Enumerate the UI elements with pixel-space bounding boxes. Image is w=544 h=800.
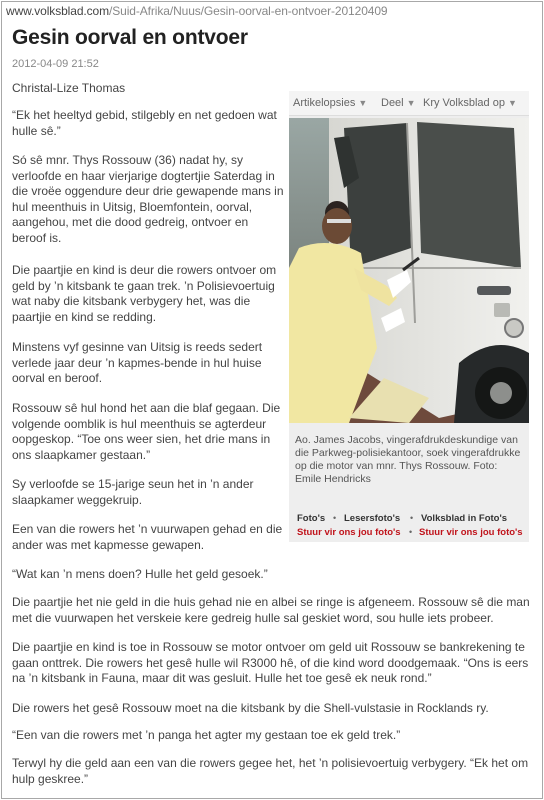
article-paragraph: Een van die rowers het ’n vuurwapen gehad en die ander was met kapmesse gewapen.: [12, 522, 283, 552]
link-volksblad-in-fotos[interactable]: Volksblad in Foto's: [421, 513, 508, 524]
separator-dot: •: [333, 513, 337, 523]
caret-down-icon: ▼: [358, 98, 368, 108]
article-paragraph: Só sê mnr. Thys Rossouw (36) nadat hy, sy verloofde en haar vierjarige dogtertjie Saterdag in die vroëe oggendure deur drie gewapende mans in hul meenthuis in Uitsig, Bloemfontein, oorval, aangehou, met die dood gedreig, ontvoer en beroof is.: [12, 153, 284, 245]
separator-dot: •: [409, 527, 413, 537]
photo-caption: Ao. James Jacobs, vingerafdrukdeskundige van die Parkweg-polisiekantoor, soek vingerafdrukke op die motor van mnr. Thys Rossouw. Foto: Emile Hendricks: [295, 434, 521, 485]
article-paragraph: Die paartjie het nie geld in die huis gehad nie en albei se ringe is afgeneem. Rossouw sê die man met die vuurwapen het verskeie kere gedreig hulle sal geskiet word, sou hulle iets probeer.: [12, 595, 530, 625]
page-url: [6, 4, 388, 18]
url-domain: www.volksblad.com: [6, 4, 110, 18]
separator-dot: •: [410, 513, 414, 523]
article-tabs: [289, 91, 529, 116]
link-fotos[interactable]: Foto's: [297, 513, 326, 524]
link-stuur-jou-fotos[interactable]: Stuur vir ons jou foto's: [297, 527, 401, 538]
tab-artikelopsies[interactable]: Artikelopsies ▼: [293, 97, 368, 109]
article-paragraph: “Een van die rowers met ’n panga het agter my gestaan toe ek geld trek.”: [12, 728, 401, 742]
link-stuur-jou-fotos-2[interactable]: Stuur vir ons jou foto's: [419, 527, 523, 538]
page-frame: [1, 1, 543, 799]
tab-deel[interactable]: Deel ▼: [381, 97, 416, 109]
article-photo[interactable]: [289, 118, 529, 423]
article-author: Christal-Lize Thomas: [12, 81, 126, 95]
article-date: 2012-04-09 21:52: [12, 58, 99, 70]
article-paragraph: “Wat kan ’n mens doen? Hulle het geld gesoek.”: [12, 567, 268, 581]
photo-illustration: [289, 118, 529, 423]
photo-links: [289, 509, 529, 542]
url-path: /Suid-Afrika/Nuus/Gesin-oorval-en-ontvoer-20120409: [109, 4, 388, 18]
photo-sidebar: [289, 91, 529, 542]
article-paragraph: Sy verloofde se 15-jarige seun het in ’n ander slaapkamer weggekruip.: [12, 477, 254, 507]
article-paragraph: Die paartjie en kind is deur die rowers ontvoer om geld by ’n kitsbank te gaan trek. ’n Polisievoertuig wat naby die kitsbank verbygery het, was die paartjie en kind se redding.: [12, 263, 277, 324]
article-title: Gesin oorval en ontvoer: [12, 26, 248, 49]
tab-kry-volksblad-op[interactable]: Kry Volksblad op ▼: [423, 97, 517, 109]
article-paragraph: “Ek het heeltyd gebid, stilgebly en net gedoen wat hulle sê.”: [12, 108, 277, 138]
article-paragraph: Die rowers het gesê Rossouw moet na die kitsbank by die Shell-vulstasie in Rocklands ry.: [12, 701, 489, 715]
caret-down-icon: ▼: [406, 98, 416, 108]
link-lesersfotos[interactable]: Lesersfoto's: [344, 513, 401, 524]
article-paragraph: Rossouw sê hul hond het aan die blaf gegaan. Die volgende oomblik is hul meenthuis se agterdeur oopgeskop. “Toe ons weer sien, het drie mans in ons slaapkamer gestaan.”: [12, 401, 281, 462]
article-paragraph: Die paartjie en kind is toe in Rossouw se motor ontvoer om geld uit Rossouw se bankrekening te gaan onttrek. Die rowers het gesê hulle wil R3000 hê, of die kind word doodgemaak. “Ons is eers na ’n kitsbank in Fauna, maar dit was gesluit. Hulle het toe gesê ek neuk rond.”: [12, 640, 529, 685]
article-paragraph: Minstens vyf gesinne van Uitsig is reeds sedert verlede jaar deur ’n kapmes-bende in hul huise oorval en beroof.: [12, 340, 263, 385]
article-paragraph: Terwyl hy die geld aan een van die rowers gegee het, het ’n polisievoertuig verbygery. “Ek het om hulp geskree.”: [12, 756, 529, 786]
caret-down-icon: ▼: [507, 98, 517, 108]
